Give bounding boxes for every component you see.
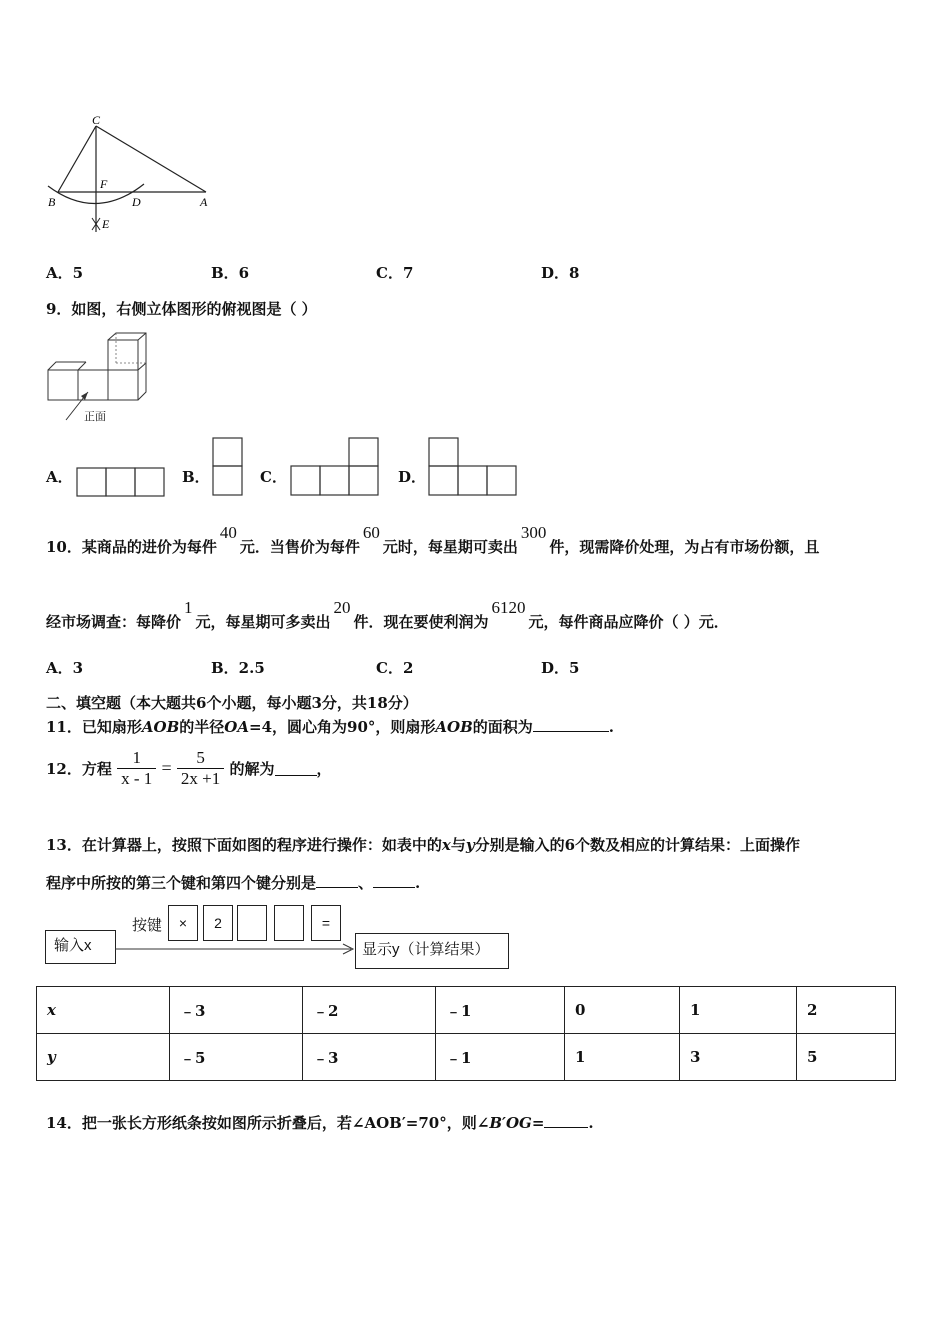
table-row-x [37,987,896,1034]
table-row-y [37,1034,896,1081]
q13-line-1: 13．在计算器上，按照下面如图的程序进行操作：如表中的x与y分别是输入的6个数及相应的计算结果：上面操作 [46,836,801,854]
key-fourth-blank[interactable] [274,905,304,941]
table-cell: 2 [797,987,896,1034]
q12-fraction-right: $\frac{5}{2x +1}$ [177,748,224,789]
label-d: D [132,195,141,209]
q10-option-c[interactable]: C．2 [376,659,414,677]
table-cell: 3 [680,1034,797,1081]
keys-label: 按键 [132,917,163,934]
q9-stem: 9．如图，右侧立体图形的俯视图是（ ） [46,300,317,318]
q10-line-1: 10．某商品的进价为每件40元．当售价为每件60元时，每星期可卖出300件，现需降价处理，为占有市场份额，且 [46,523,820,556]
q9-option-c-letter[interactable]: C． [260,468,287,486]
table-cell: ﹣5 [170,1034,303,1081]
q10-option-b[interactable]: B．2.5 [211,659,265,677]
table-cell: x [37,987,170,1034]
q10-option-a[interactable]: A．3 [46,659,84,677]
label-f: F [100,177,108,191]
q14-stem: 14．把一张长方形纸条按如图所示折叠后，若∠AOB′=70°，则∠B′OG= . [46,1114,594,1132]
flow-arrow [115,942,357,956]
key-2[interactable]: 2 [203,905,233,941]
table-cell: 1 [680,987,797,1034]
table-cell: ﹣2 [303,987,436,1034]
q12-answer-blank[interactable] [275,761,317,776]
output-y-box: 显示y（计算结果） [355,933,509,969]
q8-triangle-figure [40,110,220,240]
q12-fraction-left: $\frac{1}{x - 1}$ [117,748,156,789]
q9-option-a-view[interactable] [76,466,166,498]
front-label: 正面 [84,411,106,423]
q9-option-b-view[interactable] [212,436,244,498]
section-2-title: 二、填空题（本大题共6个小题，每小题3分，共18分） [46,694,418,712]
q9-option-d-view[interactable] [428,436,520,498]
q8-option-b[interactable]: B．6 [211,264,250,282]
table-cell: ﹣3 [170,987,303,1034]
table-cell: ﹣1 [436,987,565,1034]
q10-line-2: 经市场调查：每降价1元，每星期可多卖出20件．现在要使利润为6120元，每件商品应降价（ ）元． [46,598,729,631]
q10-option-d[interactable]: D．5 [541,659,580,677]
table-cell: ﹣3 [303,1034,436,1081]
q13-blank-1[interactable] [316,873,358,888]
label-e: E [102,217,110,231]
q9-option-d-letter[interactable]: D． [398,468,427,486]
table-cell: y [37,1034,170,1081]
table-cell: 5 [797,1034,896,1081]
label-b: B [48,195,56,209]
q8-option-a[interactable]: A．5 [46,264,84,282]
q13-blank-2[interactable] [373,873,415,888]
label-c: C [92,113,101,127]
q14-answer-blank[interactable] [544,1113,588,1128]
q9-option-a-letter[interactable]: A． [46,468,73,486]
q13-line-2: 程序中所按的第三个键和第四个键分别是 、 . [46,874,421,892]
q9-option-c-view[interactable] [290,436,382,498]
q11-answer-blank[interactable] [533,717,609,732]
q8-option-c[interactable]: C．7 [376,264,414,282]
table-cell: ﹣1 [436,1034,565,1081]
xy-table [36,986,896,1081]
q12-stem: 12．方程 $\frac{1}{x - 1}$ = $\frac{5}{2x +1}$ 的解为 ， [46,748,332,788]
key-multiply[interactable]: × [168,905,198,941]
label-a: A [200,195,208,209]
key-third-blank[interactable] [237,905,267,941]
q9-option-b-letter[interactable]: B． [182,468,210,486]
key-equals[interactable]: = [311,905,341,941]
input-x-box: 输入x [45,930,116,964]
q11-stem: 11．已知扇形AOB的半径OA=4，圆心角为90°，则扇形AOB的面积为 . [46,718,615,736]
q8-option-d[interactable]: D．8 [541,264,580,282]
table-cell: 0 [565,987,680,1034]
table-cell: 1 [565,1034,680,1081]
